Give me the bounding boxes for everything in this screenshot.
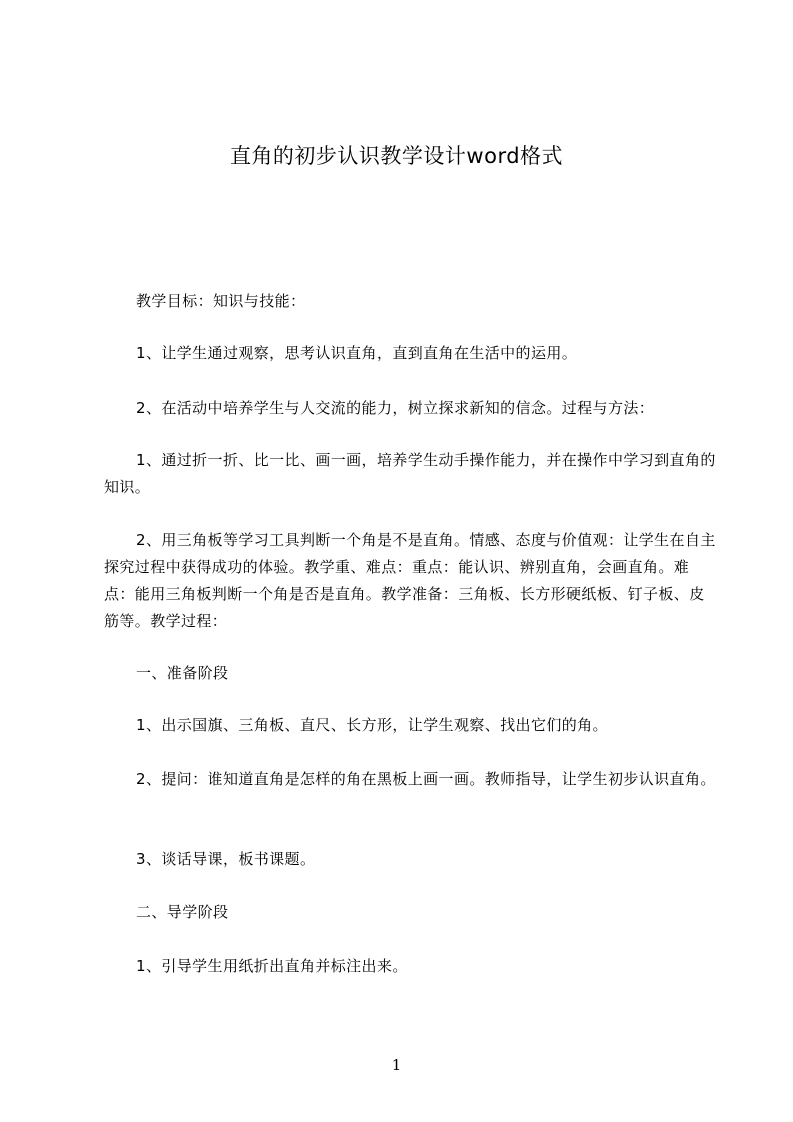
paragraph-text: 二、导学阶段 <box>136 903 229 921</box>
page-number: 1 <box>391 1056 402 1074</box>
paragraph-text: 教学目标：知识与技能： <box>136 292 306 310</box>
paragraph <box>104 953 716 980</box>
paragraph-text: 1、让学生通过观察，思考认识直角，直到直角在生活中的运用。 <box>136 344 578 362</box>
paragraph <box>104 395 716 422</box>
paragraph <box>104 340 716 367</box>
paragraph <box>104 447 716 501</box>
paragraph-text: 1、引导学生用纸折出直角并标注出来。 <box>136 957 408 975</box>
paragraph-text: 2、提问：谁知道直角是怎样的角在黑板上画一画。教师指导，让学生初步认识直角。 <box>136 770 716 788</box>
paragraph-text: 2、用三角板等学习工具判断一个角是不是直角。情感、态度与价值观：让学生在自主探究过程中获得成功的体验。教学重、难点：重点：能认识、辨别直角，会画直角。难点：能用三角板判断一个角是否是直角。教学准备：三角板、长方形硬纸板、钉子板、皮筋等。教学过程： <box>104 531 716 630</box>
paragraph <box>104 899 716 926</box>
paragraph <box>104 846 716 873</box>
paragraph-text: 1、通过折一折、比一比、画一画，培养学生动手操作能力，并在操作中学习到直角的知识。 <box>104 451 716 496</box>
paragraph <box>104 766 716 793</box>
paragraph <box>104 527 716 635</box>
paragraph <box>104 288 716 315</box>
paragraph-text: 一、准备阶段 <box>136 664 229 682</box>
document-title: 直角的初步认识教学设计word格式 <box>229 144 564 168</box>
paragraph-text: 2、在活动中培养学生与人交流的能力，树立探求新知的信念。过程与方法： <box>136 399 655 417</box>
paragraph <box>104 712 716 739</box>
paragraph <box>104 660 716 687</box>
paragraph-text: 1、出示国旗、三角板、直尺、长方形，让学生观察、找出它们的角。 <box>136 716 608 734</box>
paragraph-text: 3、谈话导课，板书课题。 <box>136 850 316 868</box>
